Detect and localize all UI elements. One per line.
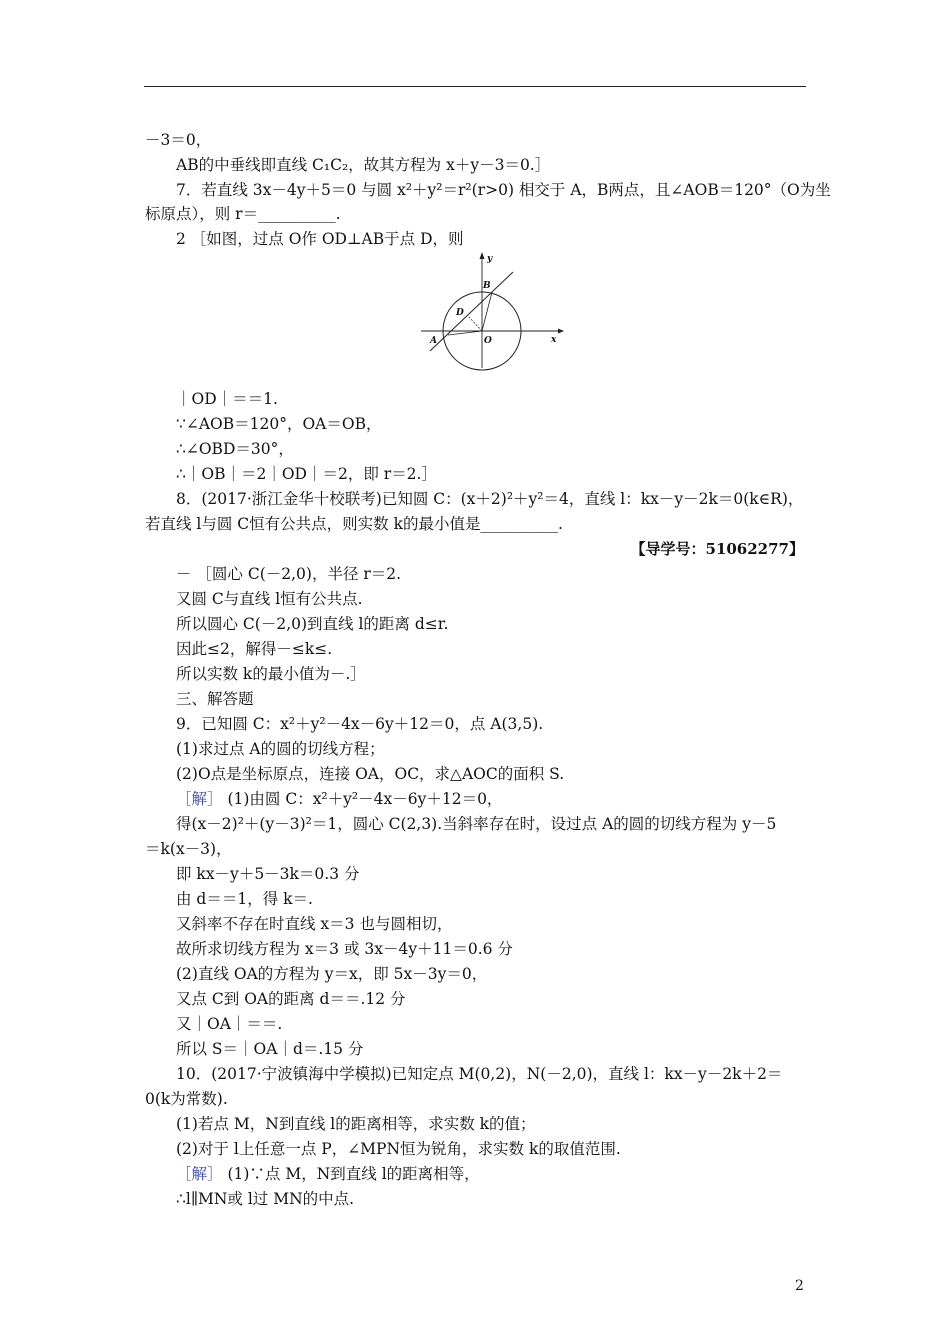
label-b: B xyxy=(483,281,491,291)
text-line: 又斜率不存在时直线 x＝3 也与圆相切， xyxy=(176,915,453,933)
text-line: ∴l∥MN或 l过 MN的中点. xyxy=(176,1190,355,1208)
text-line: 0(k为常数). xyxy=(145,1090,228,1108)
header-rule xyxy=(144,86,806,87)
solution-line: ［解］ (1)由圆 C：x²＋y²－4x－6y＋12＝0， xyxy=(176,790,503,808)
text-line: 所以 S＝｜OA｜d＝.15 分 xyxy=(176,1040,364,1058)
solution-tag: ［解］ xyxy=(176,1165,223,1183)
text-line: 又点 C到 OA的距离 d＝＝.12 分 xyxy=(176,990,406,1008)
text-line: 由 d＝＝1，得 k＝. xyxy=(176,890,313,908)
text-line: 若直线 l与圆 C恒有公共点，则实数 k的最小值是__________. xyxy=(145,515,563,533)
text-line: 故所求切线方程为 x＝3 或 3x－4y＋11＝0.6 分 xyxy=(176,940,513,958)
circle-figure xyxy=(416,248,566,373)
text-line: AB的中垂线即直线 C₁C₂，故其方程为 x＋y－3＝0.］ xyxy=(176,156,551,174)
text-line: ∴∠OBD＝30°， xyxy=(176,440,294,458)
solution-tag: ［解］ xyxy=(176,790,223,808)
x-axis-arrow xyxy=(558,329,564,334)
label-y: y xyxy=(487,254,493,264)
text-line: 标原点），则 r＝__________. xyxy=(145,205,341,223)
text-line: ∵∠AOB＝120°，OA＝OB， xyxy=(176,415,382,433)
text-line: (2)直线 OA的方程为 y＝x，即 5x－3y＝0， xyxy=(176,965,488,983)
segment-od xyxy=(469,317,482,331)
text-line: 所以圆心 C(－2,0)到直线 l的距离 d≤r. xyxy=(176,615,449,633)
label-x: x xyxy=(551,335,557,345)
text-line: 即 kx－y＋5－3k＝0.3 分 xyxy=(176,865,360,883)
text-line: 得(x－2)²＋(y－3)²＝1，圆心 C(2,3).当斜率存在时，设过点 A的圆的切线方程为 y－5 xyxy=(176,815,777,833)
text-line: 又圆 C与直线 l恒有公共点. xyxy=(176,590,363,608)
answer-7: 2 ［如图，过点 O作 OD⊥AB于点 D，则 xyxy=(176,230,464,248)
text-line: ＝k(x－3)， xyxy=(145,840,232,858)
text-line: －3＝0， xyxy=(145,131,212,149)
text-line: 所以实数 k的最小值为－.］ xyxy=(176,665,366,683)
text-line: (2)O点是坐标原点，连接 OA，OC，求△AOC的面积 S. xyxy=(176,765,565,783)
label-o: O xyxy=(484,336,492,346)
question-9: 9．已知圆 C：x²＋y²－4x－6y＋12＝0，点 A(3,5). xyxy=(176,715,544,733)
section-heading: 三、解答题 xyxy=(176,690,254,708)
question-10: 10．(2017·宁波镇海中学模拟)已知定点 M(0,2)，N(－2,0)，直线 l：kx－y－2k＋2＝ xyxy=(176,1065,783,1083)
text-line: 又｜OA｜＝＝. xyxy=(176,1015,283,1033)
solution-line: ［解］ (1)∵点 M，N到直线 l的距离相等， xyxy=(176,1165,480,1183)
guide-number: 【导学号：51062277】 xyxy=(630,540,804,558)
text-line: (1)若点 M，N到直线 l的距离相等，求实数 k的值； xyxy=(176,1115,536,1133)
question-8: 8．(2017·浙江金华十校联考)已知圆 C：(x＋2)²＋y²＝4，直线 l：kx－y－2k＝0(k∈R)， xyxy=(176,490,804,508)
y-axis-arrow xyxy=(480,252,485,259)
text-line: ｜OD｜＝＝1. xyxy=(176,390,278,408)
answer-8: － ［圆心 C(－2,0)，半径 r＝2. xyxy=(176,565,402,583)
text-line: 因此≤2，解得－≤k≤. xyxy=(176,640,333,658)
label-d: D xyxy=(456,308,464,318)
text-line: (2)对于 l上任意一点 P，∠MPN恒为锐角，求实数 k的取值范围. xyxy=(176,1140,621,1158)
question-7: 7．若直线 3x－4y＋5＝0 与圆 x²＋y²＝r²(r>0) 相交于 A，B两点，且∠AOB＝120°（O为坐 xyxy=(176,181,831,199)
line-ab xyxy=(430,272,513,351)
label-a: A xyxy=(430,336,437,346)
text-line: ∴｜OB｜＝2｜OD｜＝2，即 r＝2.］ xyxy=(176,465,437,483)
page-number: 2 xyxy=(795,1278,804,1294)
segment-ob xyxy=(482,292,492,331)
segment-oa xyxy=(448,331,482,335)
text-line: (1)求过点 A的圆的切线方程； xyxy=(176,740,385,758)
